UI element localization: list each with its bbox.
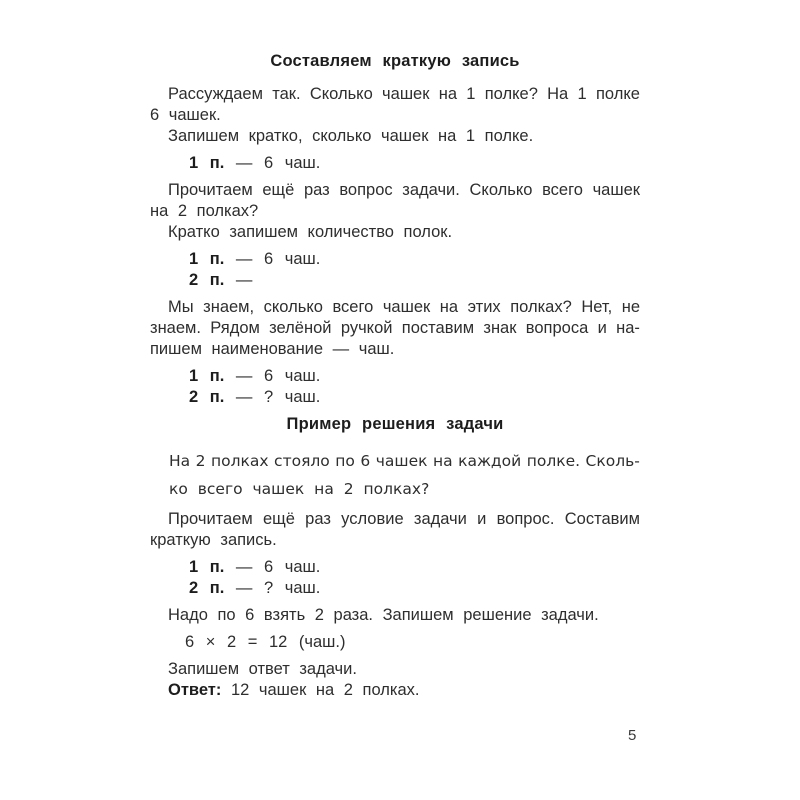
task-statement bbox=[150, 447, 640, 503]
paragraph bbox=[150, 180, 640, 222]
paragraph bbox=[150, 84, 640, 126]
equation-block bbox=[150, 632, 640, 653]
paragraph bbox=[150, 222, 640, 243]
text-line: Рассуждаем так. Сколько чашек на 1 полке? На 1 полке bbox=[168, 85, 640, 103]
section-heading: Пример решения задачи bbox=[286, 415, 504, 433]
text-line: Запишем ответ задачи. bbox=[168, 660, 357, 678]
record-line: 2 п. — bbox=[189, 271, 253, 289]
bold-label: 1 п. bbox=[189, 154, 225, 172]
bold-label: 2 п. bbox=[189, 579, 225, 597]
short-record-block bbox=[150, 557, 640, 599]
text-line: Запишем кратко, сколько чашек на 1 полке. bbox=[168, 127, 534, 145]
bold-label: 1 п. bbox=[189, 250, 225, 268]
text-line: Кратко запишем количество полок. bbox=[168, 223, 453, 241]
page-content bbox=[150, 46, 640, 701]
bold-label: 1 п. bbox=[189, 558, 225, 576]
text-line: на 2 полках? bbox=[150, 202, 259, 220]
bold-label: 2 п. bbox=[189, 271, 225, 289]
text-line: знаем. Рядом зелёной ручкой поставим знак вопроса и на- bbox=[150, 319, 640, 337]
record-line: 2 п. — ? чаш. bbox=[189, 579, 321, 597]
text-line: Мы знаем, сколько всего чашек на этих полках? Нет, не bbox=[168, 298, 640, 316]
paragraph bbox=[150, 605, 640, 626]
text-line: Надо по 6 взять 2 раза. Запишем решение задачи. bbox=[168, 606, 599, 624]
record-line: 1 п. — 6 чаш. bbox=[189, 154, 321, 172]
text-line: 6 чашек. bbox=[150, 106, 221, 124]
text-line: пишем наименование — чаш. bbox=[150, 340, 395, 358]
bold-label: 2 п. bbox=[189, 388, 225, 406]
text-line: Ответ: 12 чашек на 2 полках. bbox=[168, 681, 420, 699]
page-number: 5 bbox=[628, 727, 637, 744]
text-line: краткую запись. bbox=[150, 531, 277, 549]
record-line: 1 п. — 6 чаш. bbox=[189, 367, 321, 385]
short-record-block bbox=[150, 249, 640, 291]
record-line: 2 п. — ? чаш. bbox=[189, 388, 321, 406]
paragraph bbox=[150, 659, 640, 701]
record-line: 1 п. — 6 чаш. bbox=[189, 558, 321, 576]
bold-label: Ответ: bbox=[168, 681, 222, 699]
section-heading: Составляем краткую запись bbox=[270, 52, 520, 70]
paragraph bbox=[150, 126, 640, 147]
paragraph bbox=[150, 509, 640, 551]
short-record-block bbox=[150, 366, 640, 408]
short-record-block bbox=[150, 153, 640, 174]
record-line: 1 п. — 6 чаш. bbox=[189, 250, 321, 268]
paragraph bbox=[150, 297, 640, 360]
bold-label: 1 п. bbox=[189, 367, 225, 385]
text-line: ко всего чашек на 2 полках? bbox=[169, 480, 430, 498]
text-line: Прочитаем ещё раз условие задачи и вопрос. Составим bbox=[168, 510, 640, 528]
text-line: Прочитаем ещё раз вопрос задачи. Сколько всего чашек bbox=[168, 181, 640, 199]
text-line: На 2 полках стояло по 6 чашек на каждой полке. Сколь- bbox=[169, 452, 640, 470]
equation-line: 6 × 2 = 12 (чаш.) bbox=[185, 633, 346, 651]
